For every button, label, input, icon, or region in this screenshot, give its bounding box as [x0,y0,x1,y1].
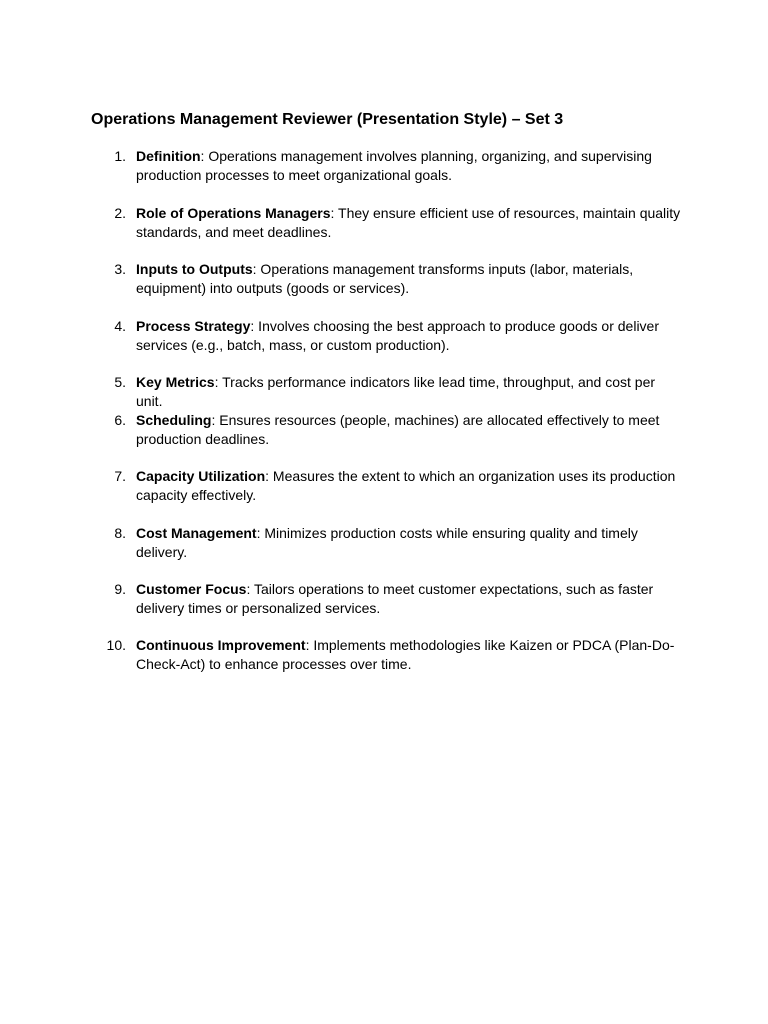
item-number: 8. [114,525,126,541]
item-text: : They ensure efficient use of resources, maintain quality standards, and meet deadlines. [136,205,681,241]
item-number: 5. [114,374,126,390]
item-number: 9. [114,581,126,597]
item-text: : Measures the extent to which an organization uses its production capacity effectively. [136,468,676,504]
item-body [136,373,684,411]
item-number: 1. [114,148,126,164]
item-body [136,204,684,242]
item-number: 6. [114,412,126,428]
item-number: 3. [114,261,126,277]
item-text: : Minimizes production costs while ensuring quality and timely delivery. [136,525,638,561]
item-text: : Tracks performance indicators like lead time, throughput, and cost per unit. [136,374,656,410]
item-number: 2. [114,205,126,221]
item-body [136,260,684,298]
item-term: Cost Management [136,525,257,541]
item-body [136,147,684,185]
item-body [136,636,684,674]
item-term: Process Strategy [136,318,251,334]
item-text: : Involves choosing the best approach to produce goods or deliver services (e.g., batch, mass, or custom production). [136,318,659,354]
item-term: Customer Focus [136,581,247,597]
item-body [136,580,684,618]
item-text: : Operations management involves planning, organizing, and supervising production processes to meet organizational goals. [136,148,652,184]
item-body [136,467,684,505]
item-term: Definition [136,148,201,164]
item-term: Capacity Utilization [136,468,266,484]
item-term: Continuous Improvement [136,637,306,653]
item-term: Inputs to Outputs [136,261,253,277]
item-text: : Operations management transforms inputs (labor, materials, equipment) into outputs (goods or services). [136,261,634,297]
document-title: Operations Management Reviewer (Presentation Style) – Set 3 [91,111,564,128]
item-number: 4. [114,318,126,334]
item-number: 10. [106,637,126,653]
item-text: : Implements methodologies like Kaizen or PDCA (Plan-Do-Check-Act) to enhance processes over time. [136,637,675,673]
item-body [136,411,684,449]
item-term: Scheduling [136,412,212,428]
item-number: 7. [114,468,126,484]
item-text: : Tailors operations to meet customer expectations, such as faster delivery times or personalized services. [136,581,654,617]
item-text: : Ensures resources (people, machines) are allocated effectively to meet production deadlines. [136,412,660,448]
item-body [136,317,684,355]
item-term: Role of Operations Managers [136,205,331,221]
item-body [136,524,684,562]
item-term: Key Metrics [136,374,215,390]
